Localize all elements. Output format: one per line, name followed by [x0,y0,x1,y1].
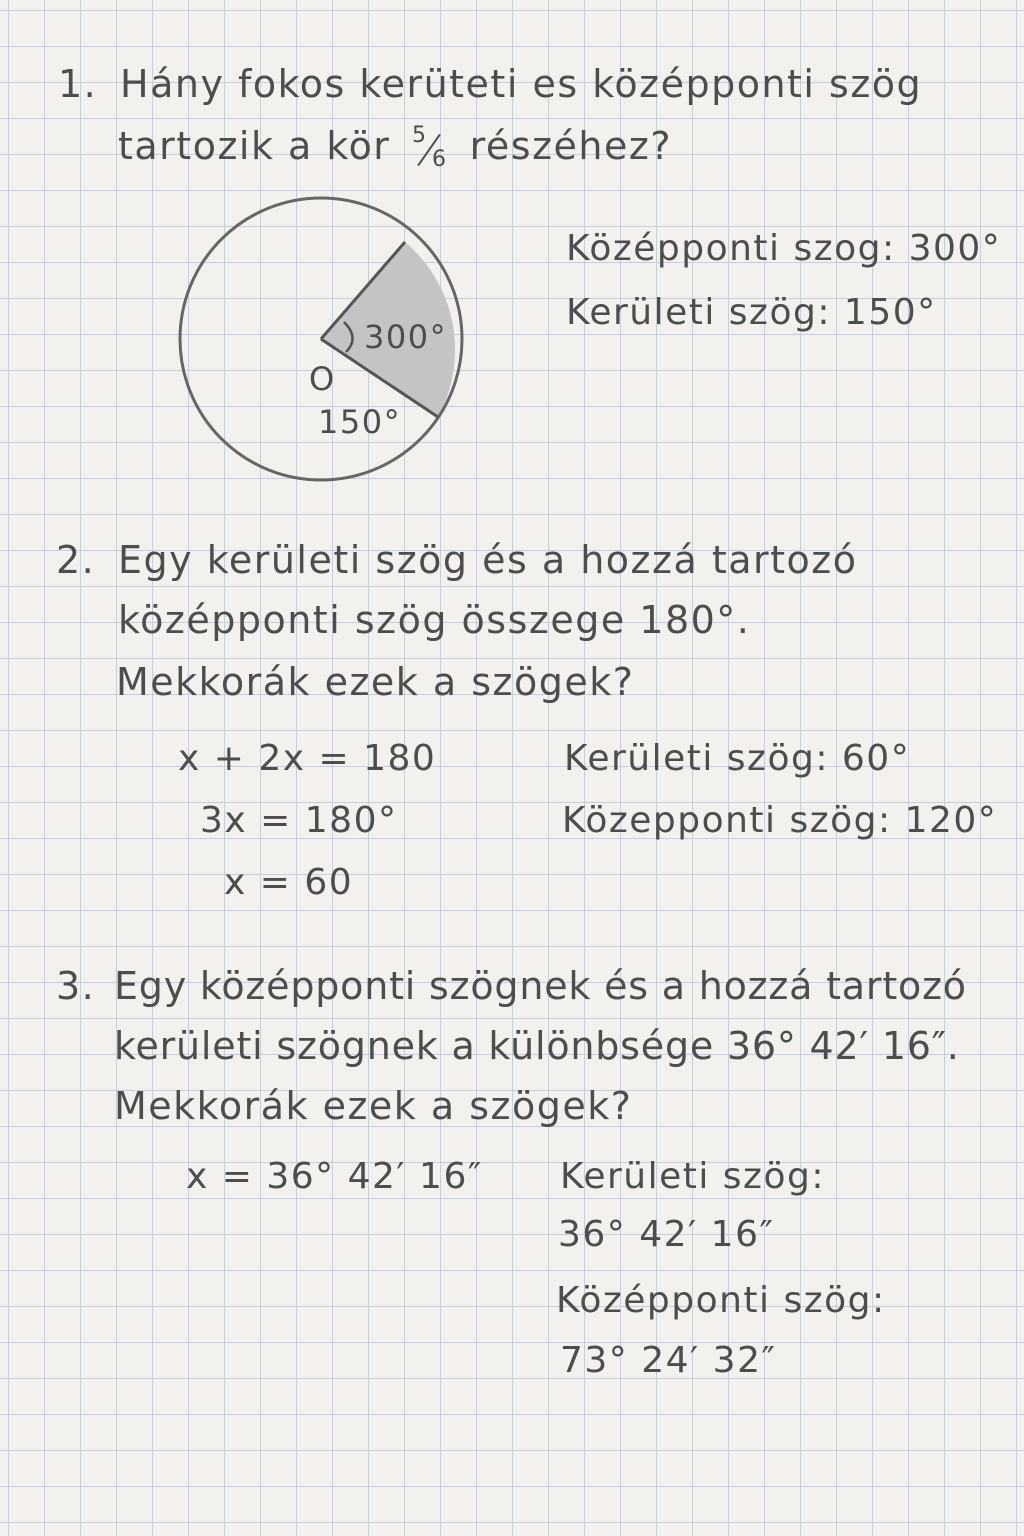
central-angle-label: 300° [364,318,448,356]
problem-2-question-line-3: Mekkorák ezek a szögek? [116,660,635,704]
problem-1-line-2-text: tartozik a kör [118,124,391,168]
inscribed-angle-label: 150° [318,403,402,441]
problem-2-work-line-1: x + 2x = 180 [178,738,437,779]
problem-2-number: 2. [56,538,96,582]
problem-3-answer-inscribed-label: Kerületi szög: [560,1156,825,1197]
problem-3-question-line-1: Egy középponti szögnek és a hozzá tartozó [114,964,967,1008]
problem-2-answer-inscribed: Kerületi szög: 60° [564,738,911,779]
problem-2-work-line-3: x = 60 [224,862,354,903]
center-point-label: O [309,360,336,398]
problem-3-question-line-2: kerületi szögnek a különbsége 36° 42′ 16″. [114,1024,960,1068]
problem-2-work-line-2: 3x = 180° [200,800,398,841]
problem-1-answer-central: Középponti szog: 300° [566,228,1002,269]
fraction-numerator: 5 [412,122,428,148]
problem-3-answer-inscribed-value: 36° 42′ 16″ [558,1214,775,1255]
problem-1-answer-inscribed: Kerületi szög: 150° [566,292,937,333]
problem-2-answer-central: Közepponti szög: 120° [562,800,998,841]
problem-2-question-line-1: Egy kerületi szög és a hozzá tartozó [118,538,858,582]
problem-3-question-line-3: Mekkorák ezek a szögek? [114,1084,633,1128]
problem-3-number: 3. [56,964,96,1008]
problem-2-question-line-2: középponti szög összege 180°. [118,598,751,642]
problem-1-question-line-1: Hány fokos kerüteti es középponti szög [120,62,923,106]
problem-3-work-line-1: x = 36° 42′ 16″ [186,1156,483,1197]
problem-3-answer-central-label: Középponti szög: [556,1280,886,1321]
problem-1-number: 1. [58,62,98,106]
problem-1-line-2-end: részéhez? [469,124,672,168]
fraction-denominator: 6 [432,146,448,172]
problem-3-answer-central-value: 73° 24′ 32″ [560,1340,777,1381]
